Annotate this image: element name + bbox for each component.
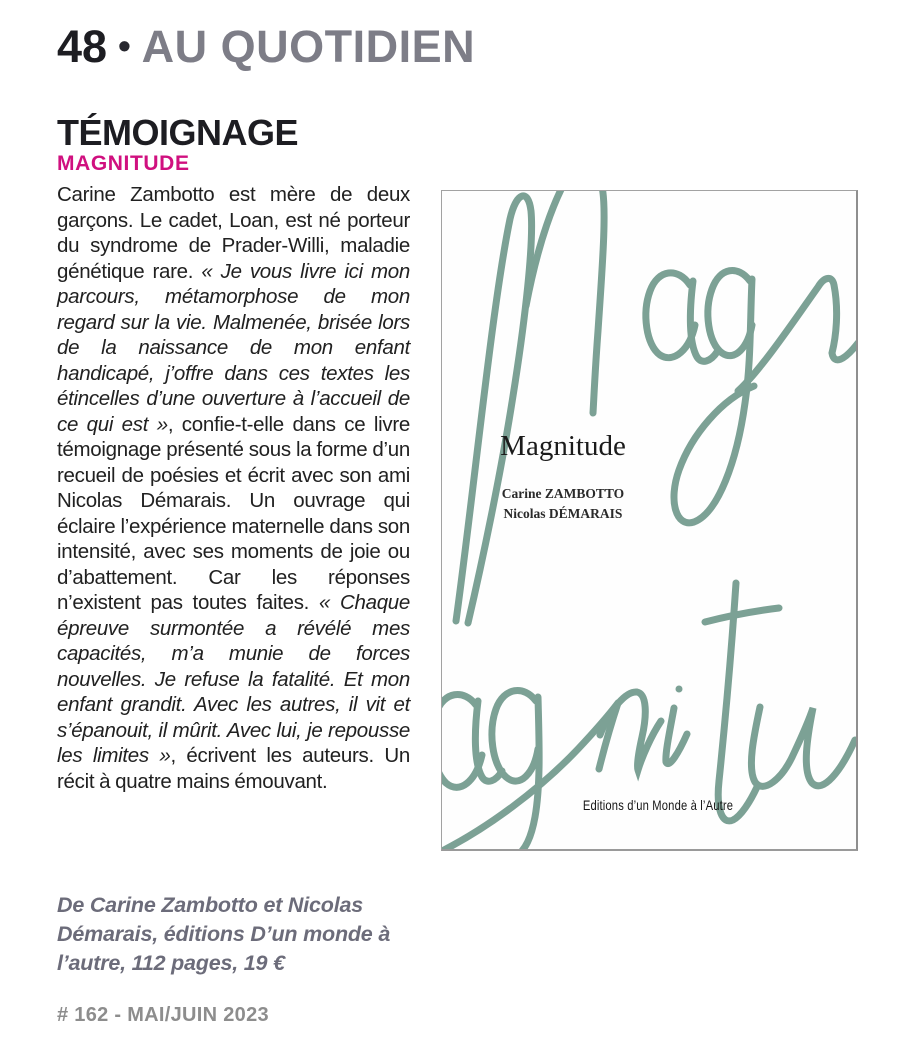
book-cover — [441, 190, 858, 851]
body-segment-italic: « Je vous livre ici mon parcours, métamorphose de mon regard sur la vie. Malmenée, brisée lors de la naissance de mon enfant handicapé, j’offre dans ces textes les étincelles d’une ouverture à l’accueil de ce qui est » — [57, 259, 410, 436]
section-title: AU QUOTIDIEN — [141, 21, 476, 72]
page-number: 48 — [57, 21, 108, 72]
article-title: MAGNITUDE — [57, 152, 190, 175]
body-segment-roman: , écrivent les auteurs. Un récit à quatre mains émouvant. — [57, 744, 410, 793]
script-letter-m-right — [526, 191, 604, 413]
page-header — [57, 21, 476, 72]
script-letter-g-top — [708, 271, 752, 356]
script-letter-u — [751, 707, 855, 786]
script-letter-t-crossbar — [705, 608, 779, 622]
article-kicker: TÉMOIGNAGE — [57, 112, 299, 153]
body-segment-roman: , confie-t-elle dans ce livre témoignage présenté sous la forme d’un recueil de poésies et écrit avec son ami Nicolas Démarais. Un ouvrage qui éclaire l’expérience maternelle dans son intensité, avec ses moments de joie ou d’abattement. Car les réponses n’existent pas toutes faites. — [57, 412, 410, 614]
script-letter-i-dot — [676, 686, 683, 693]
article-credit: De Carine Zambotto et Nicolas Démarais, éditions D’un monde à l’autre, 112 pages, 19 € — [57, 893, 391, 975]
body-segment-italic: « Chaque épreuve surmontée a révélé mes capacités, m’a munie de forces nouvelles. Je refuse la fatalité. Et mon enfant grandit. Avec les autres, il vit et s’épanouit, il mûrit. Avec lui, je repousse les limites » — [57, 591, 410, 767]
cover-publisher: Editions d’un Monde à l’Autre — [582, 797, 734, 813]
script-letter-n-top — [738, 278, 856, 391]
article-body — [57, 182, 410, 794]
script-letter-g-bottom — [492, 691, 538, 782]
issue-footer: # 162 - MAI/JUIN 2023 — [57, 1004, 269, 1026]
cover-authors — [463, 484, 663, 524]
cover-title: Magnitude — [500, 430, 626, 462]
cover-author-2: Nicolas DÉMARAIS — [503, 506, 623, 521]
script-letter-g-top-descender — [674, 279, 754, 523]
body-segment-roman: Carine Zambotto est mère de deux garçons. Le cadet, Loan, est né porteur du syndrome de Prader-Willi, maladie génétique rare. — [57, 183, 410, 283]
script-letter-i — [666, 708, 687, 764]
script-letter-m-left — [456, 196, 532, 623]
bullet-separator-icon: • — [118, 25, 131, 66]
cover-author-1: Carine ZAMBOTTO — [501, 486, 625, 501]
